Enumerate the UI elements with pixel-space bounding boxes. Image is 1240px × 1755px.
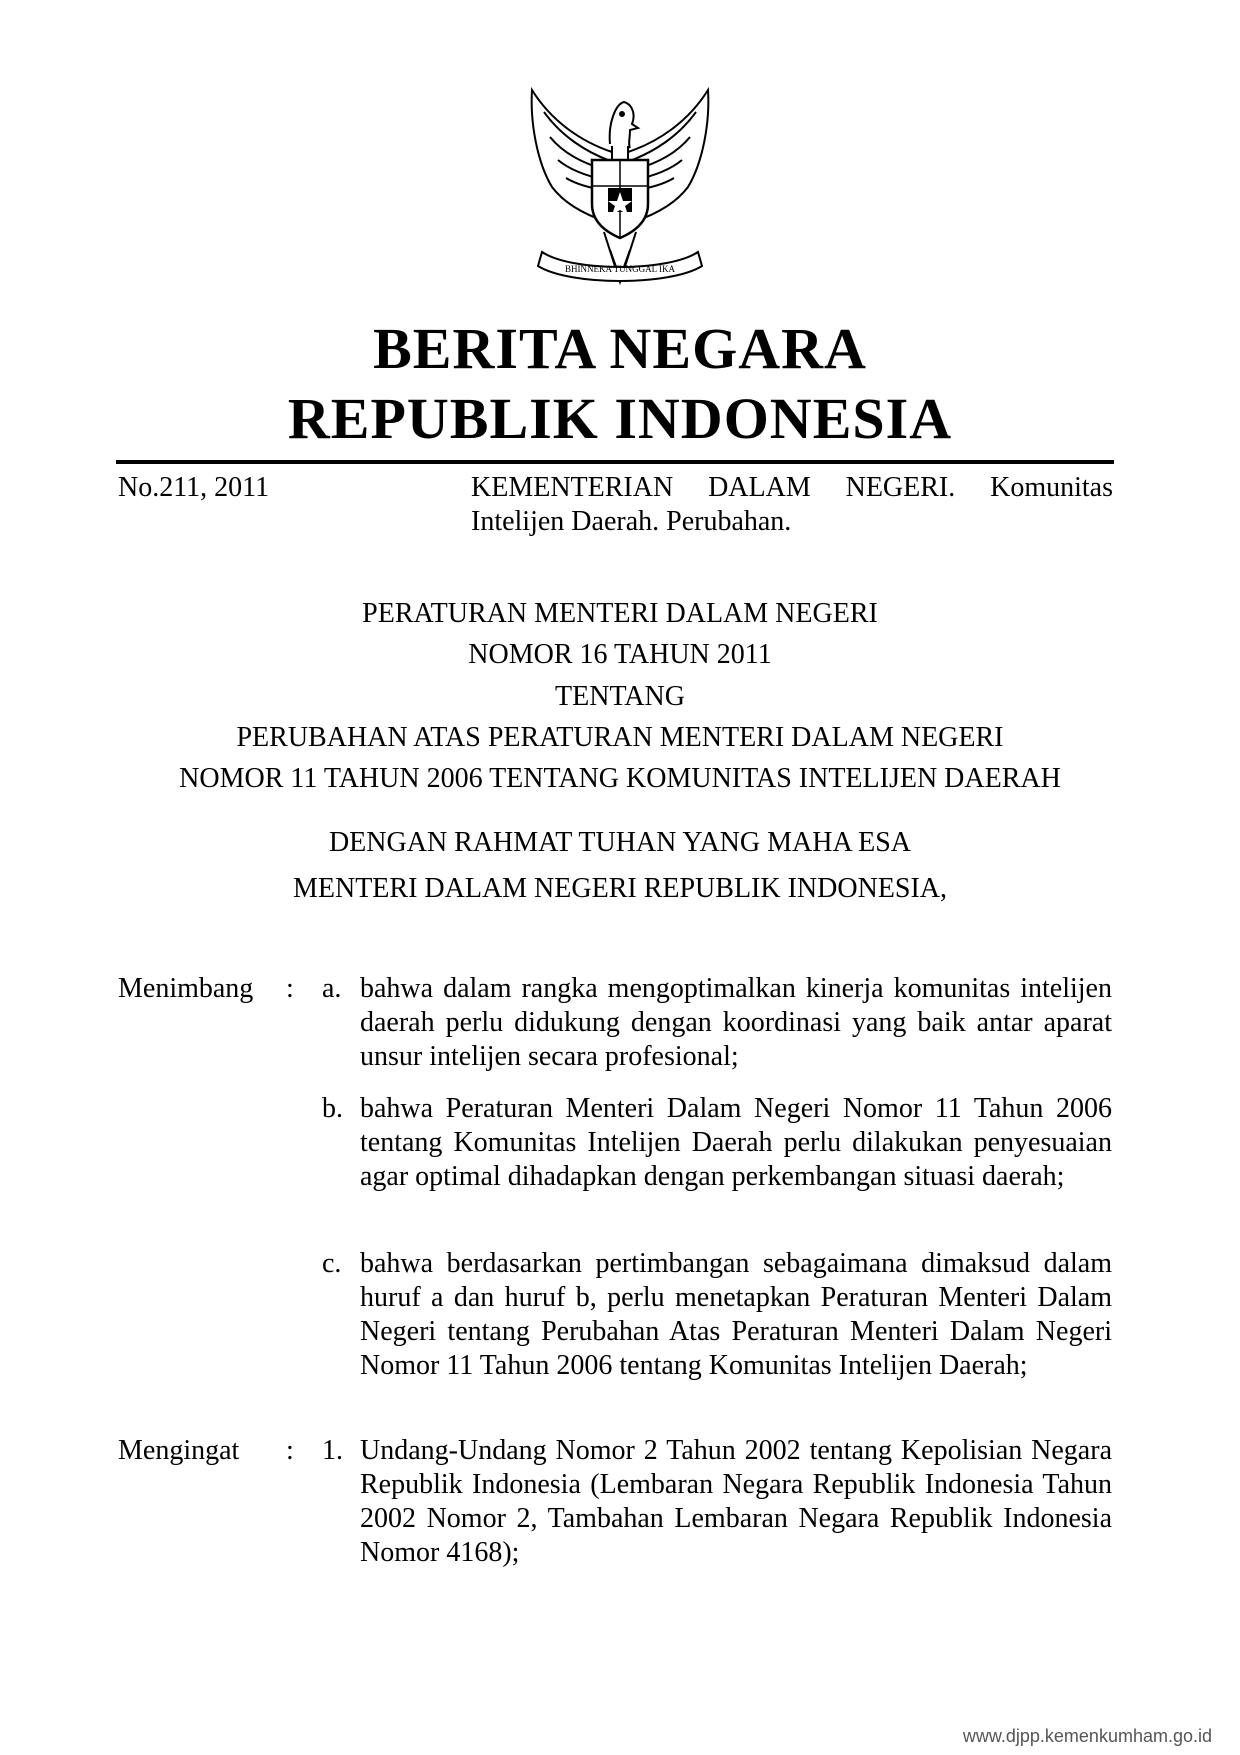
gazette-subject: KEMENTERIAN DALAM NEGERI. Komunitas Intelijen Daerah. Perubahan. <box>471 472 1113 537</box>
menimbang-colon: : <box>286 973 294 1004</box>
mengingat-item-marker: 1. <box>322 1435 343 1466</box>
regulation-title-line3: TENTANG <box>555 681 685 712</box>
mengingat-label: Mengingat <box>118 1435 240 1466</box>
masthead-divider <box>116 460 1114 464</box>
menimbang-item-text: bahwa Peraturan Menteri Dalam Negeri Nomor 11 Tahun 2006 tentang Komunitas Intelijen Daerah perlu dilakukan penyesuaian agar optimal dihadapkan dengan perkembangan situasi daerah; <box>360 1093 1112 1192</box>
mengingat-colon: : <box>286 1435 294 1466</box>
menimbang-item-marker: c. <box>322 1248 342 1279</box>
garuda-pancasila-icon <box>512 82 728 298</box>
masthead-subtitle: REPUBLIK INDONESIA <box>287 386 953 451</box>
menimbang-item-marker: a. <box>322 973 342 1004</box>
menimbang-label: Menimbang <box>118 973 254 1004</box>
regulation-title-line2: NOMOR 16 TAHUN 2011 <box>468 639 772 670</box>
regulation-title-line1: PERATURAN MENTERI DALAM NEGERI <box>362 598 878 629</box>
menimbang-item-text: bahwa berdasarkan pertimbangan sebagaimana dimaksud dalam huruf a dan huruf b, perlu menetapkan Peraturan Menteri Dalam Negeri tentang Perubahan Atas Peraturan Menteri Dalam Negeri Nomor 11 Tahun 2006 tentang Komunitas Intelijen Daerah; <box>360 1248 1112 1381</box>
menimbang-item-text: bahwa dalam rangka mengoptimalkan kinerja komunitas intelijen daerah perlu didukung dengan koordinasi yang baik antar aparat unsur intelijen secara profesional; <box>360 973 1112 1072</box>
menimbang-item-marker: b. <box>322 1093 343 1124</box>
gazette-number: No.211, 2011 <box>118 472 270 503</box>
regulation-title-line5: NOMOR 11 TAHUN 2006 TENTANG KOMUNITAS INTELIJEN DAERAH <box>179 763 1061 794</box>
garuda-emblem <box>512 82 728 298</box>
masthead-title: BERITA NEGARA <box>373 316 867 381</box>
mengingat-item-text: Undang-Undang Nomor 2 Tahun 2002 tentang Kepolisian Negara Republik Indonesia (Lembaran Negara Republik Indonesia Tahun 2002 Nomor 2, Tambahan Lembaran Negara Republik Indonesia Nomor 4168); <box>360 1435 1112 1568</box>
regulation-title-line4: PERUBAHAN ATAS PERATURAN MENTERI DALAM NEGERI <box>236 722 1004 753</box>
svg-text:BHINNEKA TUNGGAL IKA: BHINNEKA TUNGGAL IKA <box>565 264 675 274</box>
preamble-line1: DENGAN RAHMAT TUHAN YANG MAHA ESA <box>328 827 912 858</box>
preamble-line2: MENTERI DALAM NEGERI REPUBLIK INDONESIA, <box>292 873 948 904</box>
footer-url: www.djpp.kemenkumham.go.id <box>962 1726 1212 1746</box>
